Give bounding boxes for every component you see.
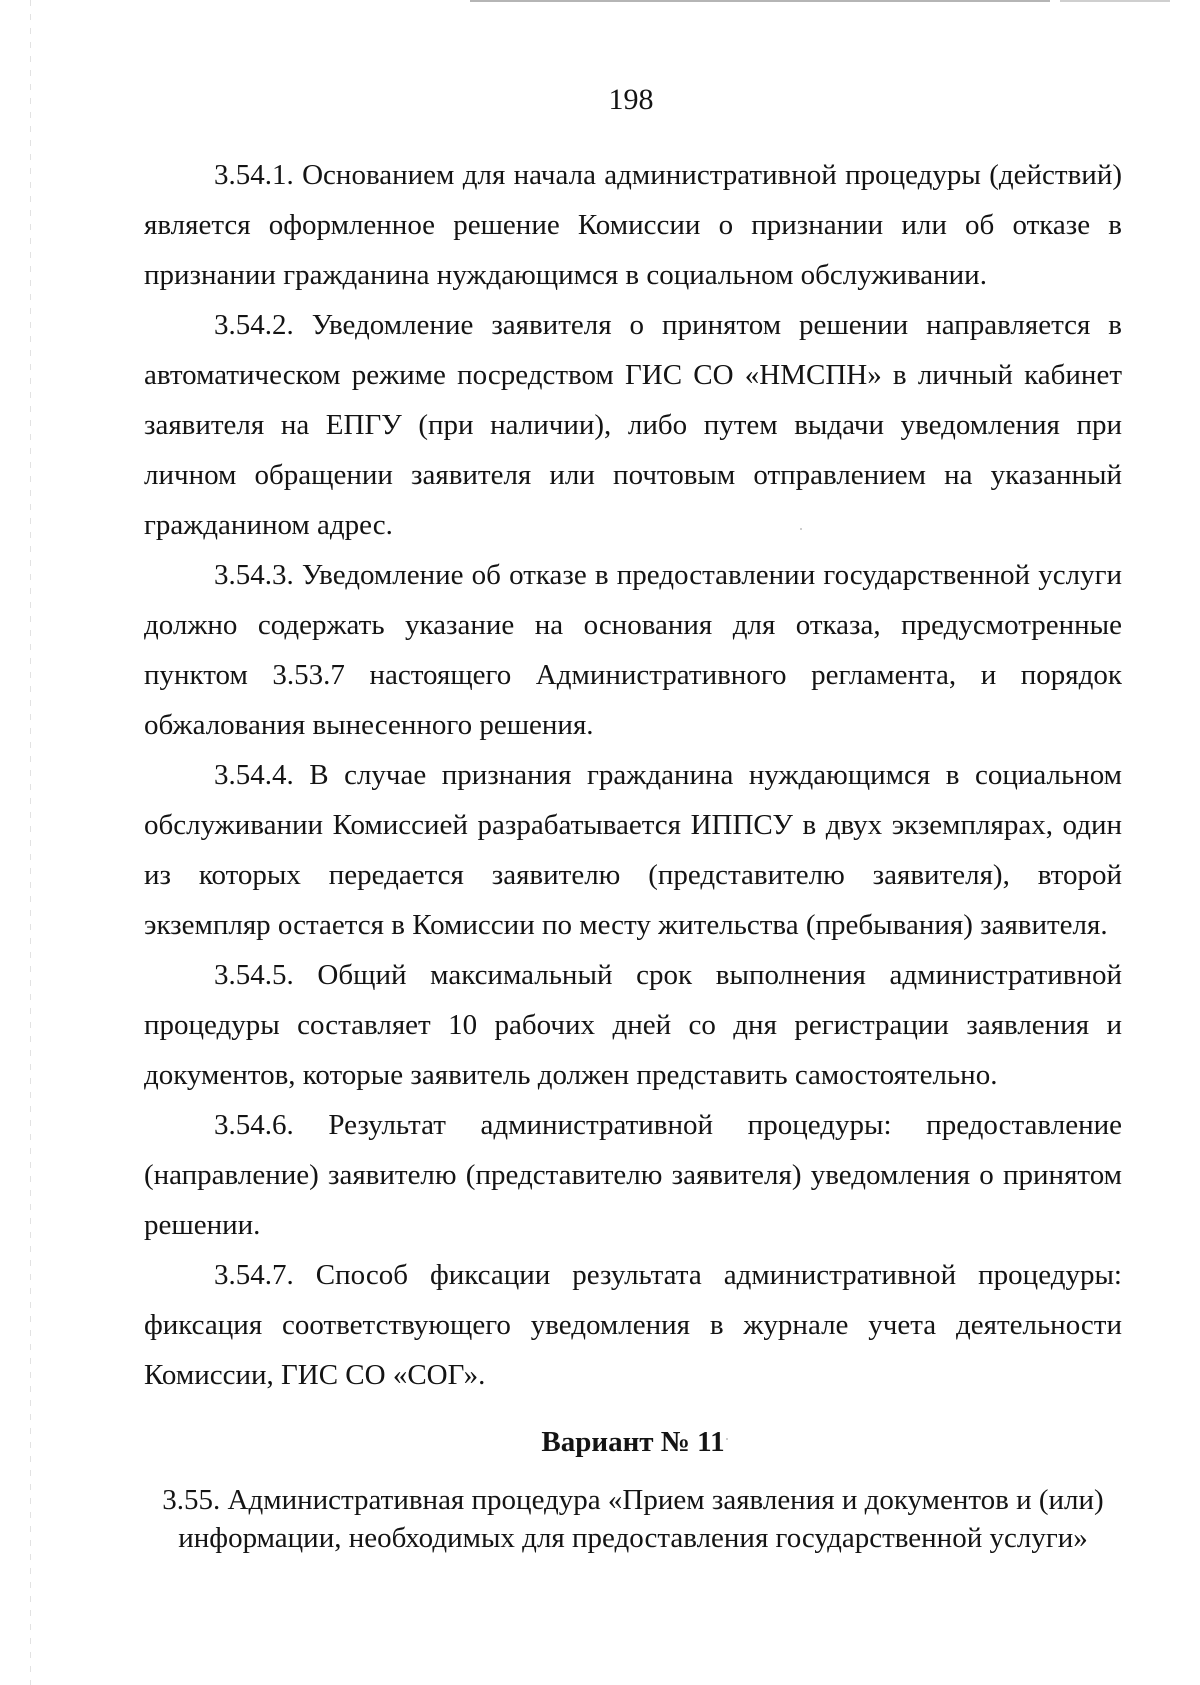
scan-top-edge bbox=[1060, 0, 1170, 2]
paragraph-3-54-6: 3.54.6. Результат административной процедуры: предоставление (направление) заявителю (представителю заявителя) уведомления о принятом решении. bbox=[144, 1109, 1122, 1241]
subsection-title-line: 3.55. Административная процедура «Прием заявления и документов и (или) bbox=[162, 1484, 1104, 1516]
variant-heading: Вариант № 11 bbox=[541, 1426, 725, 1458]
paragraph-3-54-3: 3.54.3. Уведомление об отказе в предоставлении государственной услуги должно содержать указание на основания для отказа, предусмотренные пунктом 3.53.7 настоящего Административного регламента, и порядок обжалования вынесенного решения. bbox=[144, 559, 1122, 741]
paragraph-3-54-2: 3.54.2. Уведомление заявителя о принятом решении направляется в автоматическом режиме посредством ГИС СО «НМСПН» в личный кабинет заявителя на ЕПГУ (при наличии), либо путем выдачи уведомления при личном обращении заявителя или почтовым отправлением на указанный гражданином адрес. bbox=[144, 309, 1122, 541]
scan-top-edge bbox=[470, 0, 1050, 2]
paragraph-3-54-7: 3.54.7. Способ фиксации результата административной процедуры: фиксация соответствующего уведомления в журнале учета деятельности Комиссии, ГИС СО «СОГ». bbox=[144, 1259, 1122, 1391]
document-body bbox=[144, 150, 1122, 1557]
paragraph-3-54-4: 3.54.4. В случае признания гражданина нуждающимся в социальном обслуживании Комиссией разрабатывается ИППСУ в двух экземплярах, один из которых передается заявителю (представителю заявителя), второй экземпляр остается в Комиссии по месту жительства (пребывания) заявителя. bbox=[144, 759, 1122, 941]
paragraph-3-54-1: 3.54.1. Основанием для начала административной процедуры (действий) является оформленное решение Комиссии о признании или об отказе в признании гражданина нуждающимся в социальном обслуживании. bbox=[144, 159, 1122, 291]
page-number: 198 bbox=[608, 83, 654, 116]
paragraph-3-54-5: 3.54.5. Общий максимальный срок выполнения административной процедуры составляет 10 рабочих дней со дня регистрации заявления и документов, которые заявитель должен представить самостоятельно. bbox=[144, 959, 1122, 1091]
subsection-title bbox=[144, 1481, 1122, 1557]
scan-left-edge bbox=[30, 0, 31, 1685]
subsection-title-line: информации, необходимых для предоставления государственной услуги» bbox=[178, 1522, 1088, 1554]
